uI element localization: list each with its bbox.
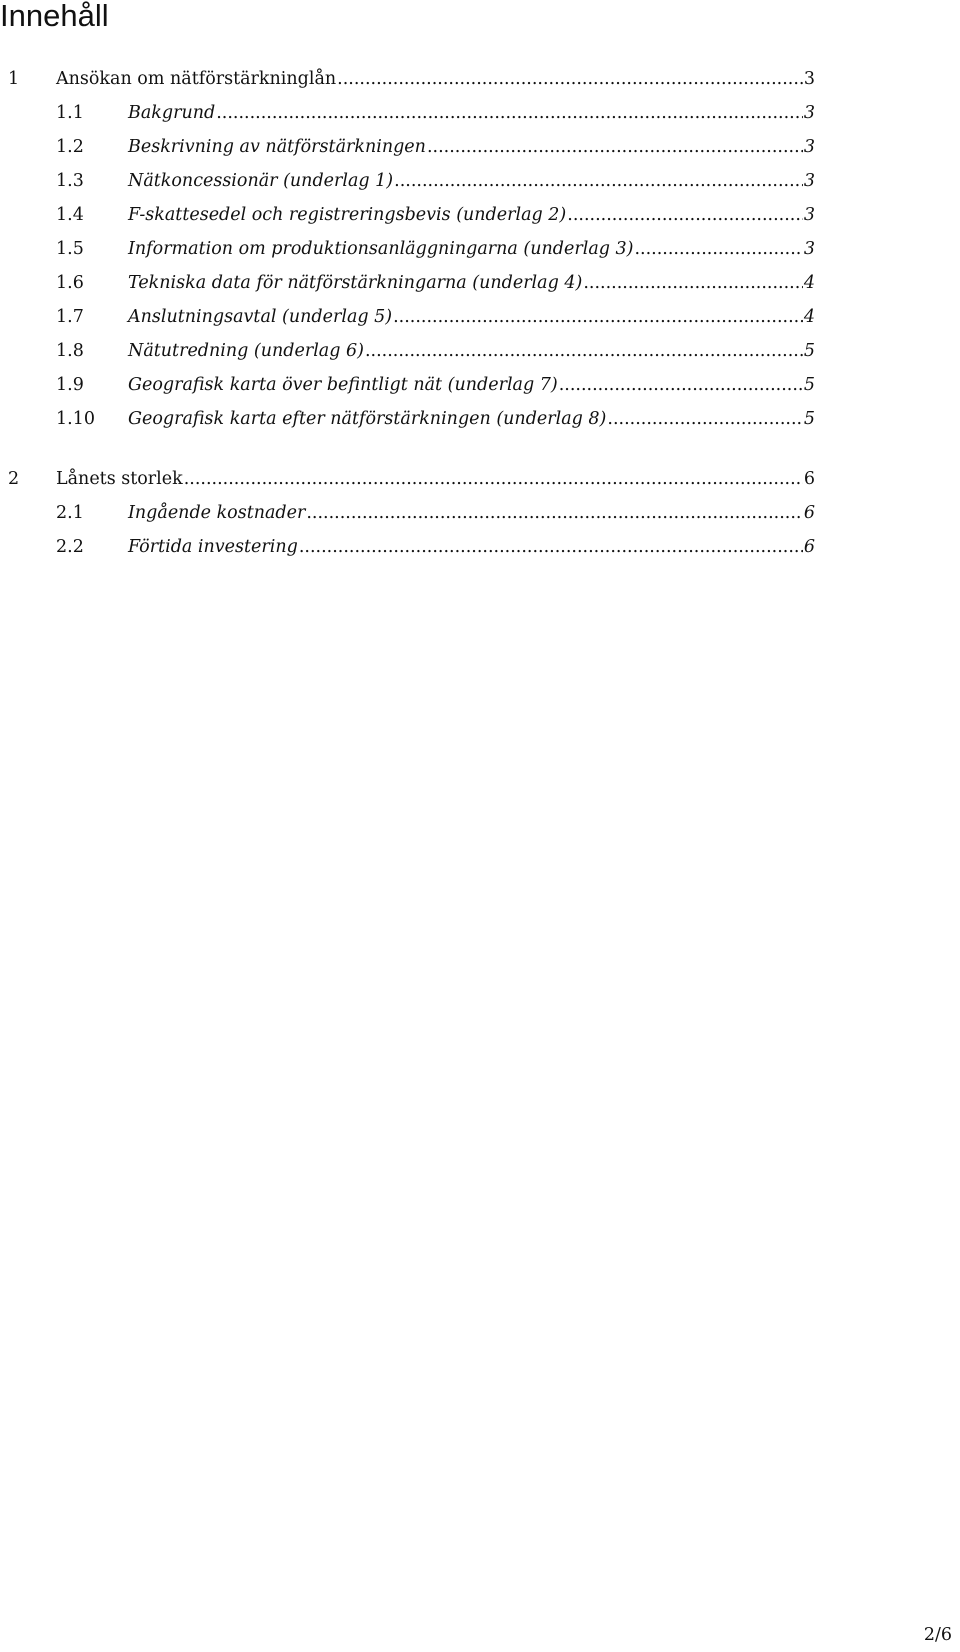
toc-entry-page: 4 (803, 307, 815, 327)
toc-entry[interactable] (8, 234, 815, 264)
toc-leader-dots (216, 98, 803, 128)
toc-entry-label: Nätutredning (underlag 6) (128, 341, 364, 361)
toc-leader-dots (184, 464, 803, 494)
toc-entry-page: 6 (803, 537, 815, 557)
toc-entry-label: Förtida investering (128, 537, 298, 557)
toc-entry-label: Beskrivning av nätförstärkningen (128, 137, 426, 157)
toc-entry-number: 1 (8, 69, 20, 89)
toc-entry[interactable] (8, 464, 815, 494)
toc-entry-label: Information om produktionsanläggningarna (underlag 3) (128, 239, 634, 259)
toc-entry[interactable] (8, 200, 815, 230)
page-number: 2/6 (923, 1625, 952, 1645)
toc-entry-label: Nätkoncessionär (underlag 1) (128, 171, 394, 191)
toc-entry-page: 3 (803, 205, 815, 225)
toc-entry-label: Tekniska data för nätförstärkningarna (underlag 4) (128, 273, 583, 293)
toc-entry-number: 1.6 (56, 273, 84, 293)
toc-entry[interactable] (8, 532, 815, 562)
toc-entry[interactable] (8, 370, 815, 400)
toc-leader-dots (583, 268, 803, 298)
toc-leader-dots (394, 166, 803, 196)
toc-entry[interactable] (8, 336, 815, 366)
toc-leader-dots (427, 132, 803, 162)
toc-entry-label: F-skattesedel och registreringsbevis (underlag 2) (128, 205, 567, 225)
toc-entry-number: 1.8 (56, 341, 84, 361)
toc-entry-label: Bakgrund (128, 103, 216, 123)
toc-entry-label: Anslutningsavtal (underlag 5) (128, 307, 393, 327)
toc-leader-dots (365, 336, 803, 366)
toc-entry-number: 1.3 (56, 171, 84, 191)
toc-entry-label: Ingående kostnader (128, 503, 306, 523)
toc-entry-page: 4 (803, 273, 815, 293)
toc-entry-page: 3 (803, 69, 815, 89)
toc-leader-dots (337, 64, 803, 94)
toc-entry-page: 5 (803, 375, 815, 395)
toc-leader-dots (306, 498, 803, 528)
toc-entry[interactable] (8, 404, 815, 434)
toc-entry-page: 3 (803, 171, 815, 191)
toc-entry-label: Ansökan om nätförstärkninglån (56, 69, 337, 89)
toc-leader-dots (634, 234, 802, 264)
toc-entry-number: 1.1 (56, 103, 84, 123)
toc-entry-number: 1.4 (56, 205, 84, 225)
toc-entry-label: Geografisk karta över befintligt nät (underlag 7) (128, 375, 558, 395)
toc-entry-number: 2.1 (56, 503, 84, 523)
toc-entry-number: 1.7 (56, 307, 84, 327)
toc-entry-number: 1.10 (56, 409, 95, 429)
toc-entry-number: 2 (8, 469, 20, 489)
toc-leader-dots (299, 532, 803, 562)
toc-entry-page: 5 (803, 409, 815, 429)
toc-leader-dots (607, 404, 802, 434)
toc-entry[interactable] (8, 98, 815, 128)
toc-entry-page: 6 (803, 503, 815, 523)
toc-entry-number: 1.9 (56, 375, 84, 395)
toc-entry-page: 5 (803, 341, 815, 361)
toc-entry-label: Lånets storlek (56, 469, 183, 489)
toc-entry[interactable] (8, 268, 815, 298)
page-title: Innehåll (0, 0, 109, 33)
toc-entry-number: 2.2 (56, 537, 84, 557)
toc-leader-dots (393, 302, 803, 332)
toc-leader-dots (567, 200, 803, 230)
toc-entry-page: 3 (803, 239, 815, 259)
toc-entry-number: 1.2 (56, 137, 84, 157)
toc-entry[interactable] (8, 64, 815, 94)
toc-entry[interactable] (8, 166, 815, 196)
toc-entry-label: Geografisk karta efter nätförstärkningen (underlag 8) (128, 409, 607, 429)
toc-entry-page: 3 (803, 103, 815, 123)
toc-entry[interactable] (8, 302, 815, 332)
toc-entry-page: 3 (803, 137, 815, 157)
toc-entry-number: 1.5 (56, 239, 84, 259)
toc-entry[interactable] (8, 498, 815, 528)
toc-entry[interactable] (8, 132, 815, 162)
toc-leader-dots (559, 370, 803, 400)
toc-entry-page: 6 (803, 469, 815, 489)
